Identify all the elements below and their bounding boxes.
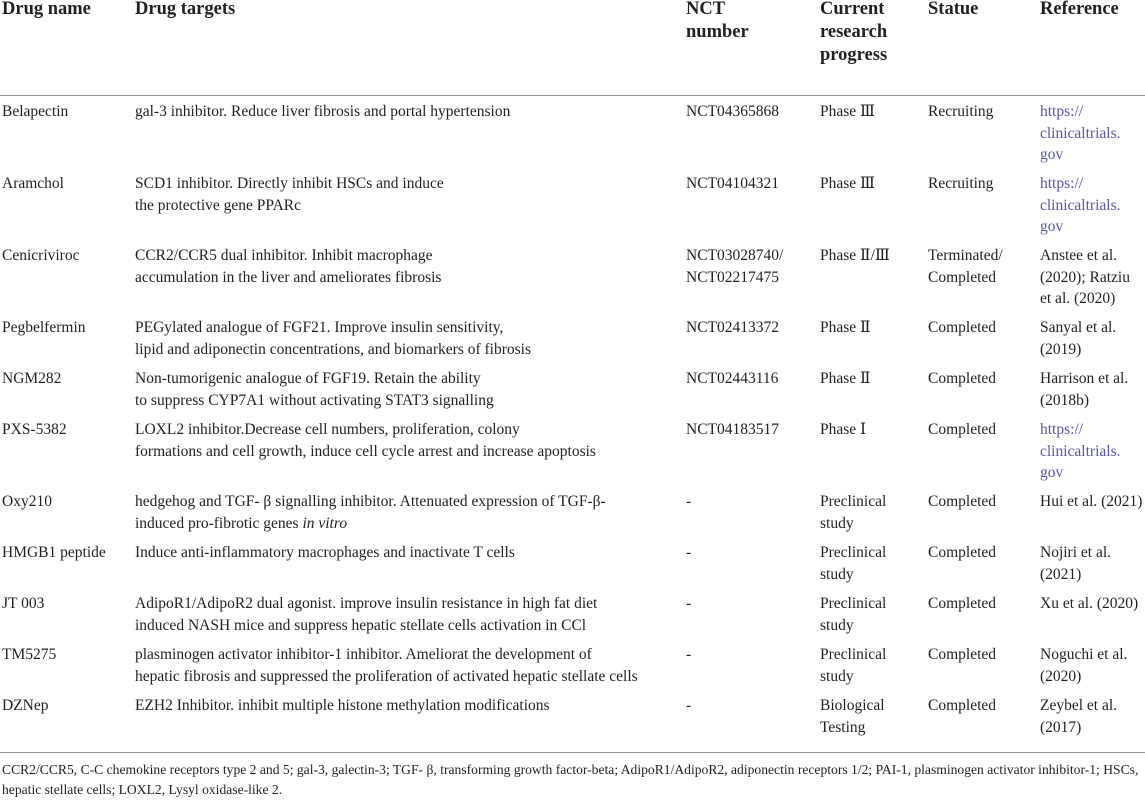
header-drug-targets xyxy=(135,0,680,21)
cell-text: (2018b) xyxy=(1040,391,1090,409)
cell-text: TM5275 xyxy=(2,646,57,663)
cell-text: Belapectin xyxy=(2,103,69,120)
header-text: Current xyxy=(820,0,885,19)
cell-text: Noguchi et al. xyxy=(1040,646,1128,663)
reference-link-text[interactable]: clinicaltrials. xyxy=(1040,196,1121,214)
cell-text: Preclinical xyxy=(820,493,887,510)
cell-text: Non-tumorigenic analogue of FGF19. Retain the ability xyxy=(135,370,481,387)
cell-text: - xyxy=(686,493,692,510)
cell-text: (2020); Ratziu xyxy=(1040,268,1130,286)
cell-text: Completed xyxy=(928,697,997,714)
cell-text: Sanyal et al. xyxy=(1040,319,1117,336)
cell-text: Testing xyxy=(820,718,866,736)
cell-text: HMGB1 peptide xyxy=(2,544,106,561)
cell-text: Zeybel et al. xyxy=(1040,697,1118,714)
reference-link-text[interactable]: clinicaltrials. xyxy=(1040,124,1121,142)
cell-text: (2019) xyxy=(1040,340,1082,358)
cell-research-progress xyxy=(820,593,920,636)
cell-text: Phase Ⅱ xyxy=(820,370,871,387)
cell-reference xyxy=(1040,593,1145,615)
cell-status xyxy=(928,695,1034,717)
cell-text: Pegbelfermin xyxy=(2,319,86,336)
cell-text: - xyxy=(686,697,692,714)
cell-nct-number xyxy=(686,245,814,288)
cell-status xyxy=(928,593,1034,615)
cell-text: Completed xyxy=(928,268,997,286)
cell-text: JT 003 xyxy=(2,595,45,612)
cell-text: NCT02443116 xyxy=(686,370,779,387)
cell-drug-targets xyxy=(135,245,680,288)
cell-nct-number xyxy=(686,644,814,666)
cell-text: PXS-5382 xyxy=(2,421,67,438)
cell-drug-name xyxy=(2,173,130,195)
cell-text: Completed xyxy=(928,595,997,612)
cell-text: study xyxy=(820,565,854,583)
cell-research-progress xyxy=(820,173,920,195)
cell-text: Preclinical xyxy=(820,595,887,612)
cell-nct-number xyxy=(686,101,814,123)
cell-text: - xyxy=(686,595,692,612)
cell-status xyxy=(928,419,1034,441)
cell-text: Induce anti-inflammatory macrophages and inactivate T cells xyxy=(135,544,515,561)
cell-text: study xyxy=(820,616,854,634)
cell-drug-targets xyxy=(135,542,680,564)
cell-text: DZNep xyxy=(2,697,49,714)
cell-reference xyxy=(1040,644,1145,687)
cell-reference xyxy=(1040,542,1145,585)
cell-status xyxy=(928,368,1034,390)
cell-text: Recruiting xyxy=(928,103,994,120)
cell-drug-name xyxy=(2,542,130,564)
cell-text: NCT04104321 xyxy=(686,175,779,192)
cell-drug-name xyxy=(2,491,130,513)
header-text: progress xyxy=(820,45,888,65)
cell-text: Phase Ⅰ xyxy=(820,421,867,438)
header-text: number xyxy=(686,22,749,42)
cell-text: Phase Ⅱ/Ⅲ xyxy=(820,247,890,264)
cell-text: study xyxy=(820,667,854,685)
cell-reference[interactable] xyxy=(1040,173,1145,238)
cell-text: plasminogen activator inhibitor-1 inhibitor. Ameliorat the development of xyxy=(135,646,592,663)
cell-research-progress xyxy=(820,368,920,390)
header-reference xyxy=(1040,0,1145,21)
cell-status xyxy=(928,317,1034,339)
cell-text: induced NASH mice and suppress hepatic stellate cells activation in CCl xyxy=(135,616,587,634)
cell-text: induced pro-fibrotic genes in vitro xyxy=(135,514,348,532)
cell-nct-number xyxy=(686,368,814,390)
cell-text: lipid and adiponectin concentrations, and biomarkers of fibrosis xyxy=(135,340,532,358)
cell-drug-targets xyxy=(135,368,680,411)
cell-text: Terminated/ xyxy=(928,247,1003,264)
cell-drug-targets xyxy=(135,695,680,717)
cell-reference xyxy=(1040,317,1145,360)
cell-drug-targets xyxy=(135,101,680,123)
cell-drug-name xyxy=(2,101,130,123)
cell-text: Xu et al. (2020) xyxy=(1040,595,1139,612)
cell-research-progress xyxy=(820,419,920,441)
cell-status xyxy=(928,173,1034,195)
cell-research-progress xyxy=(820,695,920,738)
cell-drug-targets xyxy=(135,173,680,216)
header-text: NCT xyxy=(686,0,726,19)
cell-text: the protective gene PPARc xyxy=(135,196,302,214)
cell-text: AdipoR1/AdipoR2 dual agonist. improve insulin resistance in high fat diet xyxy=(135,595,598,612)
cell-text: Hui et al. (2021) xyxy=(1040,493,1143,510)
cell-text: - xyxy=(686,646,692,663)
cell-text: Completed xyxy=(928,493,997,510)
reference-link-text[interactable]: gov xyxy=(1040,146,1064,163)
reference-link-text[interactable]: https:// xyxy=(1040,103,1084,120)
cell-text: gal-3 inhibitor. Reduce liver fibrosis and portal hypertension xyxy=(135,103,511,120)
cell-text: Completed xyxy=(928,370,997,387)
cell-nct-number xyxy=(686,491,814,513)
cell-status xyxy=(928,101,1034,123)
cell-text: Anstee et al. xyxy=(1040,247,1118,264)
cell-drug-name xyxy=(2,245,130,267)
cell-reference[interactable] xyxy=(1040,101,1145,166)
cell-research-progress xyxy=(820,644,920,687)
cell-text: Completed xyxy=(928,421,997,438)
cell-drug-targets xyxy=(135,644,680,687)
cell-reference xyxy=(1040,368,1145,411)
header-text: Drug name xyxy=(2,0,91,19)
table-footnote: CCR2/CCR5, C-C chemokine receptors type 2 and 5; gal-3, galectin-3; TGF- β, transforming growth factor-beta; AdipoR1/AdipoR2, adiponectin receptors 1/2; PAI-1, plasminogen activator inhibitor-1; HSCs, hepatic stellate cells; LOXL2, Lysyl oxidase-like 2. xyxy=(2,762,1139,797)
cell-research-progress xyxy=(820,491,920,534)
cell-reference xyxy=(1040,245,1145,310)
cell-text: hedgehog and TGF- β signalling inhibitor. Attenuated expression of TGF-β- xyxy=(135,493,606,510)
cell-text: Preclinical xyxy=(820,646,887,663)
header-drug-name xyxy=(2,0,130,21)
cell-text: hepatic fibrosis and suppressed the proliferation of activated hepatic stellate cells xyxy=(135,667,638,685)
cell-text: formations and cell growth, induce cell cycle arrest and increase apoptosis xyxy=(135,442,596,460)
cell-text: Cenicriviroc xyxy=(2,247,80,264)
cell-text: Nojiri et al. xyxy=(1040,544,1112,561)
reference-link-text[interactable]: gov xyxy=(1040,464,1064,481)
cell-text: Oxy210 xyxy=(2,493,52,510)
cell-text: study xyxy=(820,514,854,532)
cell-nct-number xyxy=(686,419,814,441)
cell-text: NGM282 xyxy=(2,370,62,387)
header-text: research xyxy=(820,22,888,42)
cell-text: Aramchol xyxy=(2,175,64,192)
cell-research-progress xyxy=(820,101,920,123)
cell-text: NCT03028740/ xyxy=(686,247,784,264)
cell-status xyxy=(928,542,1034,564)
cell-status xyxy=(928,644,1034,666)
header-text: Drug targets xyxy=(135,0,236,19)
cell-text: (2020) xyxy=(1040,667,1082,685)
cell-text: SCD1 inhibitor. Directly inhibit HSCs and induce xyxy=(135,175,444,192)
cell-text: EZH2 Inhibitor. inhibit multiple histone methylation modifications xyxy=(135,697,550,714)
table-bottom-rule xyxy=(0,752,1145,753)
cell-research-progress xyxy=(820,317,920,339)
cell-text: Completed xyxy=(928,646,997,663)
cell-text: PEGylated analogue of FGF21. Improve insulin sensitivity, xyxy=(135,319,504,336)
cell-text: Phase Ⅲ xyxy=(820,103,875,120)
cell-drug-name xyxy=(2,644,130,666)
header-research-progress xyxy=(820,0,920,67)
cell-status xyxy=(928,491,1034,513)
cell-text: Completed xyxy=(928,544,997,561)
cell-nct-number xyxy=(686,593,814,615)
cell-status xyxy=(928,245,1034,288)
cell-text: (2021) xyxy=(1040,565,1082,583)
header-status xyxy=(928,0,1034,21)
cell-drug-name xyxy=(2,317,130,339)
cell-text: Harrison et al. xyxy=(1040,370,1129,387)
cell-drug-targets xyxy=(135,491,680,534)
cell-text: CCR2/CCR5 dual inhibitor. Inhibit macrophage xyxy=(135,247,433,264)
reference-link-text[interactable]: gov xyxy=(1040,218,1064,235)
cell-nct-number xyxy=(686,695,814,717)
cell-nct-number xyxy=(686,542,814,564)
cell-text: et al. (2020) xyxy=(1040,290,1116,307)
cell-text: NCT04183517 xyxy=(686,421,779,438)
table-header xyxy=(0,0,1145,96)
reference-link-text[interactable]: https:// xyxy=(1040,175,1084,192)
cell-text: Phase Ⅱ xyxy=(820,319,871,336)
cell-drug-name xyxy=(2,368,130,390)
reference-link-text[interactable]: clinicaltrials. xyxy=(1040,442,1121,460)
cell-text: Completed xyxy=(928,319,997,336)
cell-drug-name xyxy=(2,419,130,441)
cell-research-progress xyxy=(820,245,920,267)
cell-reference[interactable] xyxy=(1040,419,1145,484)
cell-text: Phase Ⅲ xyxy=(820,175,875,192)
header-text: Statue xyxy=(928,0,979,19)
cell-text: - xyxy=(686,544,692,561)
cell-text: NCT04365868 xyxy=(686,103,779,120)
cell-reference xyxy=(1040,695,1145,738)
cell-text: NCT02217475 xyxy=(686,268,779,286)
cell-drug-targets xyxy=(135,593,680,636)
cell-nct-number xyxy=(686,173,814,195)
cell-drug-name xyxy=(2,695,130,717)
cell-nct-number xyxy=(686,317,814,339)
cell-reference xyxy=(1040,491,1145,513)
cell-text: Preclinical xyxy=(820,544,887,561)
cell-text: LOXL2 inhibitor.Decrease cell numbers, proliferation, colony xyxy=(135,421,520,438)
cell-text: NCT02413372 xyxy=(686,319,779,336)
cell-text: accumulation in the liver and ameliorates fibrosis xyxy=(135,268,442,286)
cell-text: Biological xyxy=(820,697,885,714)
cell-research-progress xyxy=(820,542,920,585)
cell-drug-targets xyxy=(135,317,680,360)
header-text: Reference xyxy=(1040,0,1119,19)
cell-text: (2017) xyxy=(1040,718,1082,736)
cell-text: Recruiting xyxy=(928,175,994,192)
reference-link-text[interactable]: https:// xyxy=(1040,421,1084,438)
header-nct-number xyxy=(686,0,814,44)
cell-drug-name xyxy=(2,593,130,615)
cell-drug-targets xyxy=(135,419,680,462)
cell-text: to suppress CYP7A1 without activating STAT3 signalling xyxy=(135,391,494,409)
